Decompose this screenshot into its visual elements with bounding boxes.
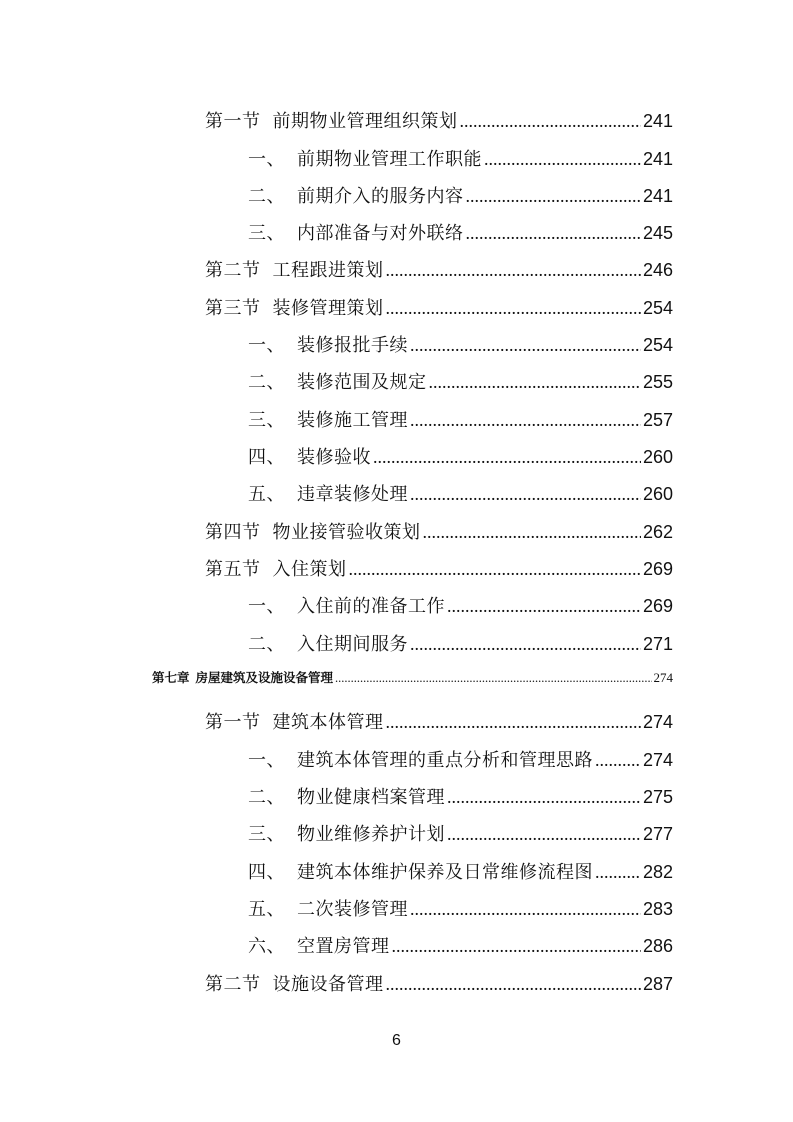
toc-entry-title: 工程跟进策划: [272, 260, 384, 280]
toc-entry-number: 二、: [248, 372, 285, 392]
toc-entry-page: 271: [642, 634, 673, 654]
dot-leader: [423, 522, 641, 543]
toc-entry-title: 设施设备管理: [272, 974, 384, 994]
toc-entry[interactable]: [248, 895, 673, 921]
toc-entry-title: 违章装修处理: [297, 484, 408, 504]
toc-entry[interactable]: [205, 294, 673, 320]
toc-entry[interactable]: [248, 368, 673, 394]
dot-leader: [595, 750, 641, 771]
toc-entry-number: 一、: [248, 596, 285, 616]
toc-entry-number: 第七章: [152, 671, 190, 685]
toc-entry-title: 物业接管验收策划: [272, 522, 421, 542]
toc-entry[interactable]: [205, 107, 673, 133]
toc-entry-number: 四、: [248, 447, 285, 467]
dot-leader: [595, 862, 641, 883]
toc-entry-number: 三、: [248, 223, 285, 243]
toc-entry-page: 274: [642, 750, 673, 770]
toc-entry-page: 262: [642, 522, 673, 542]
toc-entry[interactable]: [248, 820, 673, 846]
toc-entry-title: 装修范围及规定: [297, 372, 427, 392]
dot-leader: [460, 111, 641, 132]
toc-entry-page: 255: [642, 372, 673, 392]
toc-entry-number: 第二节: [205, 260, 261, 280]
dot-leader: [410, 410, 641, 431]
toc-entry-title: 房屋建筑及设施设备管理: [195, 671, 334, 685]
toc-entry-page: 274: [642, 712, 673, 732]
toc-entry[interactable]: [248, 746, 673, 772]
toc-entry-page: 241: [642, 111, 673, 131]
toc-entry-number: 第五节: [205, 559, 261, 579]
dot-leader: [410, 335, 641, 356]
toc-entry-number: 一、: [248, 750, 285, 770]
toc-entry-title: 二次装修管理: [297, 899, 408, 919]
toc-entry-title: 装修报批手续: [297, 335, 408, 355]
dot-leader: [386, 260, 641, 281]
toc-entry-title: 建筑本体管理: [272, 712, 384, 732]
toc-entry-title: 装修施工管理: [297, 410, 408, 430]
toc-entry-number: 一、: [248, 335, 285, 355]
toc-entry-number: 五、: [248, 899, 285, 919]
toc-entry[interactable]: [205, 708, 673, 734]
toc-entry-title: 空置房管理: [297, 936, 390, 956]
toc-entry[interactable]: [248, 182, 673, 208]
toc-entry[interactable]: [248, 783, 673, 809]
toc-entry-page: 254: [642, 335, 673, 355]
toc-entry-page: 269: [642, 559, 673, 579]
toc-entry-title: 入住期间服务: [297, 634, 408, 654]
toc-entry-title: 入住前的准备工作: [297, 596, 445, 616]
toc-entry-page: 283: [642, 899, 673, 919]
toc-entry-title: 装修管理策划: [272, 298, 384, 318]
dot-leader: [386, 712, 641, 733]
toc-entry-number: 一、: [248, 149, 285, 169]
toc-entry-title: 前期物业管理工作职能: [297, 149, 482, 169]
toc-entry[interactable]: [248, 630, 673, 656]
dot-leader: [447, 824, 641, 845]
dot-leader: [466, 223, 641, 244]
toc-entry-page: 260: [642, 484, 673, 504]
toc-entry-title: 内部准备与对外联络: [297, 223, 464, 243]
dot-leader: [335, 671, 651, 686]
toc-entry-page: 277: [642, 824, 673, 844]
toc-entry-page: 269: [642, 596, 673, 616]
toc-entry[interactable]: [248, 443, 673, 469]
toc-entry[interactable]: [248, 932, 673, 958]
toc-entry-number: 三、: [248, 824, 285, 844]
toc-entry-page: 257: [642, 410, 673, 430]
toc-entry-page: 274: [653, 670, 673, 685]
toc-entry-page: 275: [642, 787, 673, 807]
toc-entry-title: 装修验收: [297, 447, 371, 467]
toc-entry-page: 286: [642, 936, 673, 956]
toc-entry[interactable]: [205, 256, 673, 282]
toc-entry[interactable]: [248, 480, 673, 506]
dot-leader: [386, 974, 641, 995]
dot-leader: [392, 936, 641, 957]
dot-leader: [410, 634, 641, 655]
toc-entry-number: 第三节: [205, 298, 261, 318]
page-number: 6: [392, 1032, 401, 1049]
toc-entry-number: 三、: [248, 410, 285, 430]
toc-entry-title: 建筑本体维护保养及日常维修流程图: [297, 862, 593, 882]
toc-entry-title: 物业维修养护计划: [297, 824, 445, 844]
toc-entry-title: 建筑本体管理的重点分析和管理思路: [297, 750, 593, 770]
toc-entry-number: 第一节: [205, 712, 261, 732]
toc-entry-page: 282: [642, 862, 673, 882]
toc-entry-number: 第二节: [205, 974, 261, 994]
toc-entry-number: 四、: [248, 862, 285, 882]
dot-leader: [349, 559, 641, 580]
toc-entry[interactable]: [248, 331, 673, 357]
toc-entry[interactable]: [205, 970, 673, 996]
toc-entry[interactable]: [248, 858, 673, 884]
toc-entry-page: 241: [642, 186, 673, 206]
toc-entry-page: 246: [642, 260, 673, 280]
toc-entry-title: 入住策划: [272, 559, 347, 579]
toc-entry-page: 254: [642, 298, 673, 318]
toc-entry-number: 二、: [248, 186, 285, 206]
toc-entry-page: 245: [642, 223, 673, 243]
toc-entry[interactable]: [248, 406, 673, 432]
dot-leader: [410, 484, 641, 505]
dot-leader: [466, 186, 641, 207]
toc-entry[interactable]: [248, 219, 673, 245]
toc-entry-number: 二、: [248, 787, 285, 807]
toc-entry-number: 二、: [248, 634, 285, 654]
toc-entry-title: 物业健康档案管理: [297, 787, 445, 807]
dot-leader: [373, 447, 641, 468]
dot-leader: [386, 298, 641, 319]
dot-leader: [429, 372, 641, 393]
toc-entry-title: 前期物业管理组织策划: [272, 111, 458, 131]
toc-entry-page: 287: [642, 974, 673, 994]
toc-entry-page: 260: [642, 447, 673, 467]
toc-entry-page: 241: [642, 149, 673, 169]
dot-leader: [447, 787, 641, 808]
dot-leader: [484, 149, 641, 170]
dot-leader: [447, 596, 641, 617]
toc-entry[interactable]: [248, 592, 673, 618]
toc-entry-number: 第四节: [205, 522, 261, 542]
toc-entry[interactable]: [248, 145, 673, 171]
toc-entry[interactable]: [205, 518, 673, 544]
toc-chapter-entry[interactable]: [152, 668, 673, 686]
toc-entry-title: 前期介入的服务内容: [297, 186, 464, 206]
dot-leader: [410, 899, 641, 920]
toc-entry[interactable]: [205, 555, 673, 581]
toc-entry-number: 五、: [248, 484, 285, 504]
toc-entry-number: 六、: [248, 936, 285, 956]
toc-entry-number: 第一节: [205, 111, 261, 131]
